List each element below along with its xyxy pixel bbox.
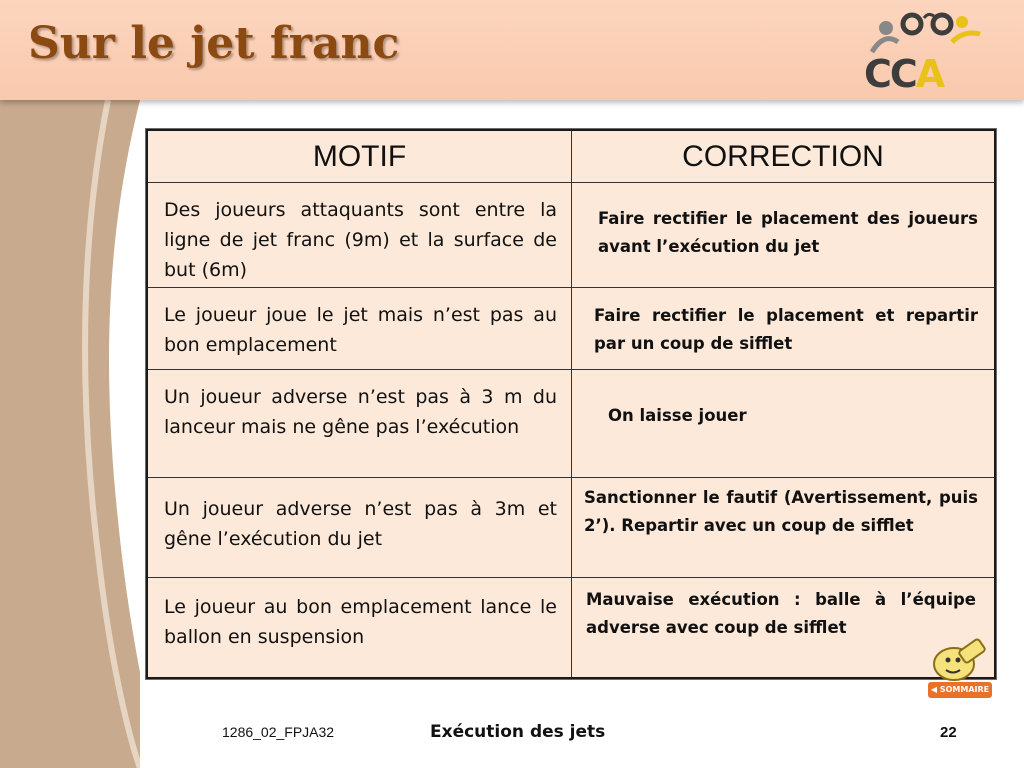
table-row-2-correction: Faire rectifier le placement et repartir par un coup de sifflet xyxy=(572,288,994,370)
sommaire-label: ◀ SOMMAIRE xyxy=(928,682,992,698)
header-correction: CORRECTION xyxy=(572,131,994,183)
cca-logo xyxy=(864,12,984,96)
table-row-2-motif: Le joueur joue le jet mais n’est pas au bon emplacement xyxy=(148,288,572,370)
table-row-4-motif: Un joueur adverse n’est pas à 3m et gêne l’exécution du jet xyxy=(148,478,572,578)
table-row-4-correction: Sanctionner le fautif (Avertissement, puis 2’). Repartir avec un coup de sifflet xyxy=(572,478,994,578)
table-row-1-correction: Faire rectifier le placement des joueurs avant l’exécution du jet xyxy=(572,183,994,288)
table-row-5-motif: Le joueur au bon emplacement lance le ballon en suspension xyxy=(148,578,572,677)
header-motif: MOTIF xyxy=(148,131,572,183)
table-row-3-motif: Un joueur adverse n’est pas à 3 m du lanceur mais ne gêne pas l’exécution xyxy=(148,370,572,478)
slide-title: Sur le jet franc xyxy=(28,18,400,69)
footer-section: Exécution des jets xyxy=(430,722,606,742)
slide-header xyxy=(0,0,1024,100)
table-row-5-correction: Mauvaise exécution : balle à l’équipe adverse avec coup de sifflet xyxy=(586,590,976,637)
rules-table xyxy=(146,129,996,679)
left-decorative-band xyxy=(0,100,140,768)
footer-reference: 1286_02_FPJA32 xyxy=(222,724,335,740)
whistle-mascot-icon xyxy=(924,630,996,686)
sommaire-button[interactable] xyxy=(924,630,996,704)
table-row-1-motif: Des joueurs attaquants sont entre la ligne de jet franc (9m) et la surface de but (6m) xyxy=(148,183,572,288)
logo-text: CCA xyxy=(864,52,944,96)
page-number: 22 xyxy=(940,724,957,741)
logo-figures-icon xyxy=(864,12,984,56)
table-row-3-correction: On laisse jouer xyxy=(572,370,994,478)
